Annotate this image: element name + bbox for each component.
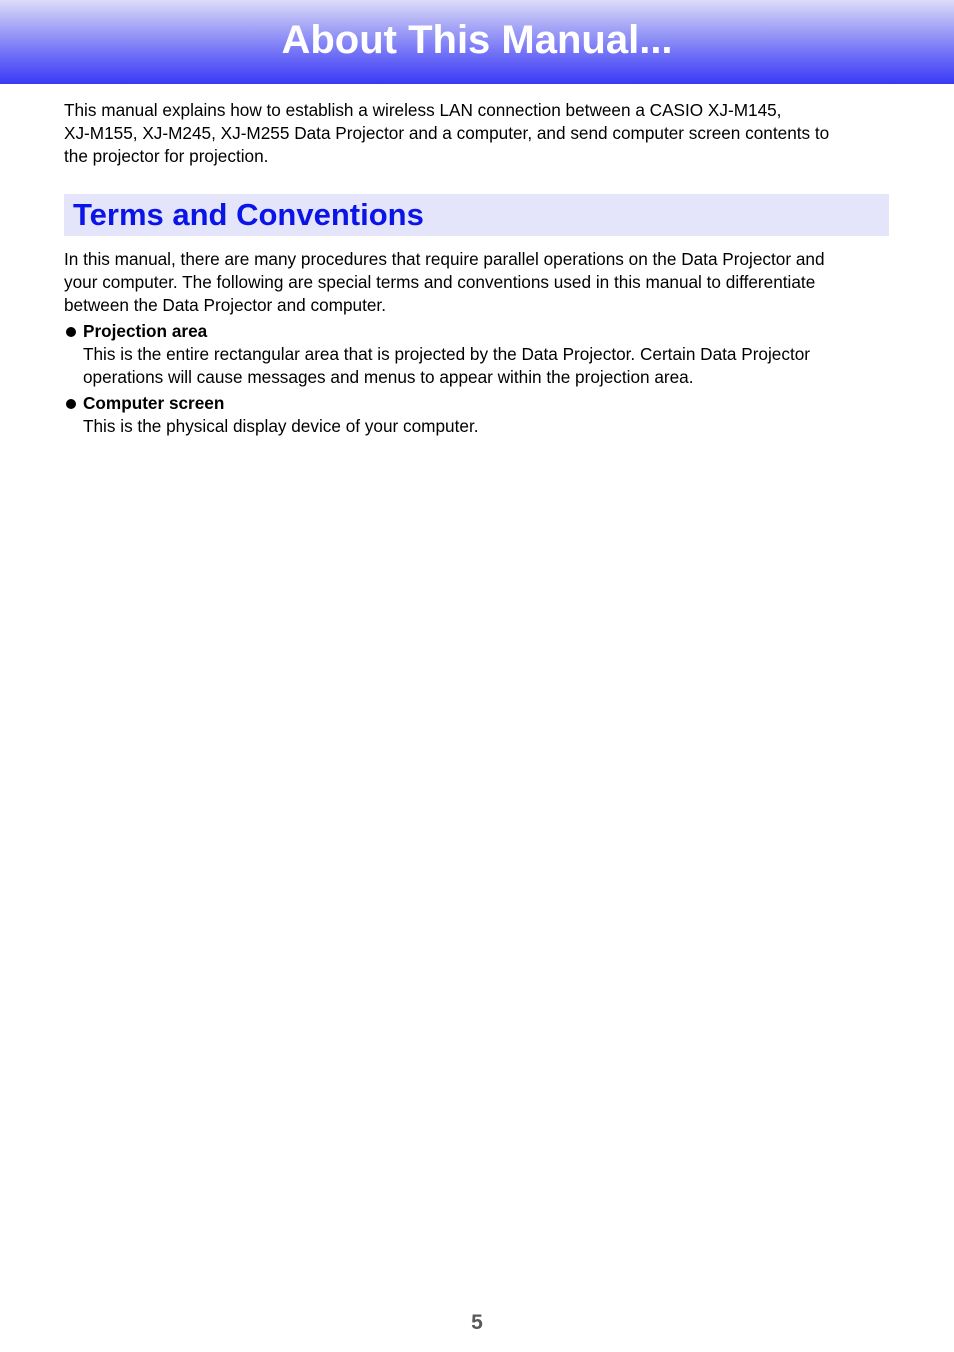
term-description-line: This is the entire rectangular area that is projected by the Data Projector. Certain Data Projector — [83, 344, 811, 364]
list-item — [64, 320, 894, 389]
header-banner — [0, 0, 954, 84]
intro-paragraph — [64, 99, 894, 168]
term-label: Computer screen — [83, 393, 225, 413]
list-item — [64, 392, 894, 438]
term-description-line: This is the physical display device of your computer. — [83, 416, 479, 436]
term-description-line: operations will cause messages and menus to appear within the projection area. — [83, 367, 694, 387]
section-title: Terms and Conventions — [73, 196, 424, 232]
section-body — [64, 248, 894, 441]
bullet-icon — [66, 327, 76, 337]
terms-list — [64, 320, 894, 438]
term-heading — [64, 320, 894, 343]
page-title: About This Manual... — [281, 17, 673, 62]
term-description — [83, 343, 894, 389]
section-heading-bar — [64, 194, 889, 236]
page-number: 5 — [471, 1311, 483, 1334]
section-paragraph-line: In this manual, there are many procedures that require parallel operations on the Data Projector and — [64, 249, 825, 269]
term-description — [83, 415, 894, 438]
term-label: Projection area — [83, 321, 208, 341]
bullet-icon — [66, 399, 76, 409]
intro-line: This manual explains how to establish a wireless LAN connection between a CASIO XJ-M145, — [64, 100, 782, 120]
intro-line: the projector for projection. — [64, 146, 269, 166]
intro-line: XJ-M155, XJ-M245, XJ-M255 Data Projector and a computer, and send computer screen contents to — [64, 123, 830, 143]
section-paragraph-line: between the Data Projector and computer. — [64, 295, 386, 315]
section-paragraph-line: your computer. The following are special terms and conventions used in this manual to differentiate — [64, 272, 816, 292]
term-heading — [64, 392, 894, 415]
